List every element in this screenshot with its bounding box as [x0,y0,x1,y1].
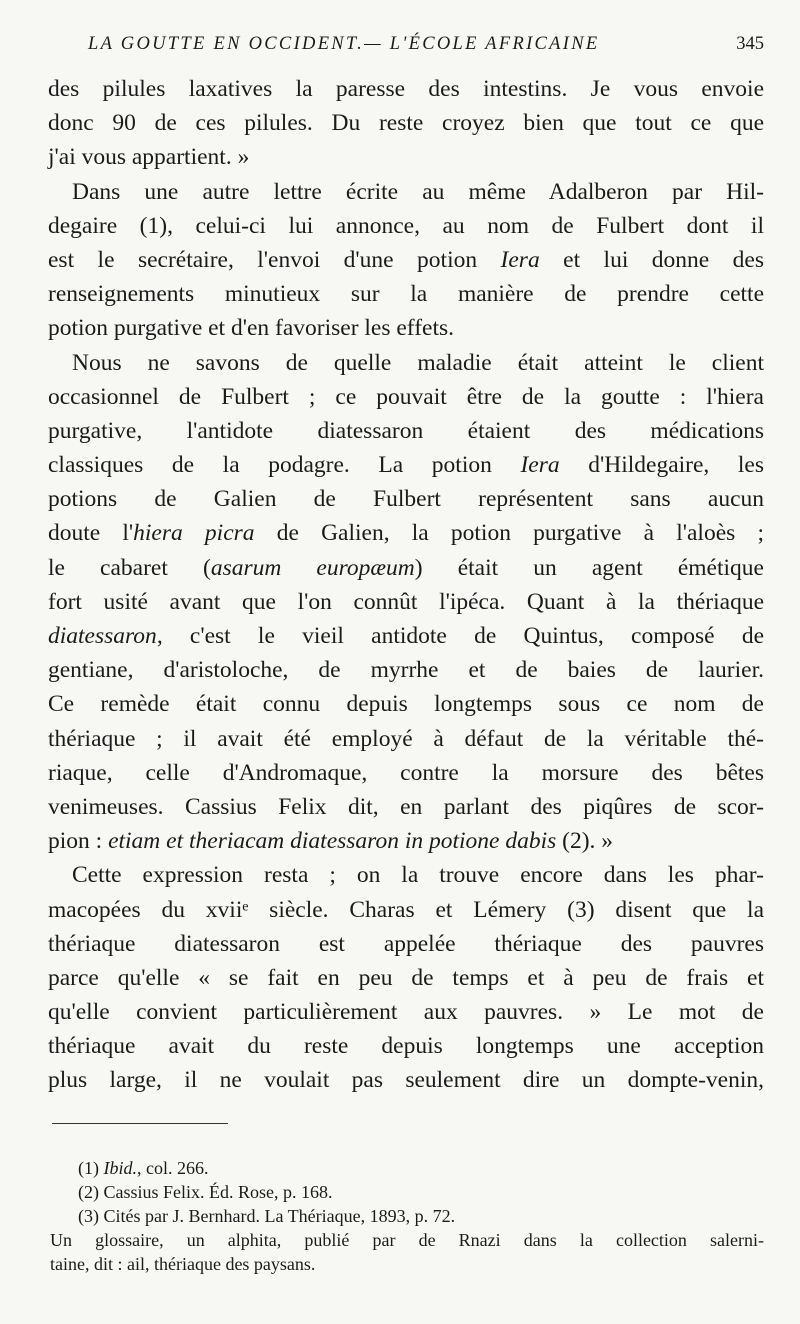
text-run: est le secrétaire, l'envoi d'une potion [48,246,501,273]
italic-term: asarum europæum [210,554,415,581]
text-line [48,551,764,585]
text-line: degaire (1), celui-ci lui annonce, au nom de Fulbert dont il [48,212,764,239]
text-line: fort usité avant que l'on connût l'ipéca. Quant à la thériaque [48,588,764,615]
text-line [48,516,764,550]
text-line [48,824,764,858]
footnote-note-line: Un glossaire, un alphita, publié par de Rnazi dans la collection salerni- [50,1230,764,1250]
text-line: Dans une autre lettre écrite au même Adalberon par Hil- [72,178,764,205]
text-line: des pilules laxatives la paresse des intestins. Je vous envoie [48,76,764,102]
text-line: riaque, celle d'Andromaque, contre la morsure des bêtes [48,759,764,786]
text-line [48,243,764,277]
text-line: Ce remède était connu depuis longtemps sous ce nom de [48,691,764,718]
footnote-note-line: taine, dit : ail, thériaque des paysans. [50,1254,316,1274]
text-line: parce qu'elle « se fait en peu de temps et à peu de frais et [48,964,764,991]
text-run: le cabaret ( [48,554,211,581]
text-line: potion purgative et d'en favoriser les effets. [48,315,455,342]
text-line: plus large, il ne voulait pas seulement dire un dompte-venin, [48,1067,764,1094]
footnote-1 [78,1156,764,1180]
text-run: de Galien, la potion purgative à l'aloès ; [254,520,764,547]
text-line [48,448,764,482]
text-line: Cette expression resta ; on la trouve encore dans les phar- [72,862,764,889]
text-run: classiques de la podagre. La potion [48,452,521,479]
text-line: Nous ne savons de quelle maladie était atteint le client [72,349,764,376]
footnote-2: (2) Cassius Felix. Éd. Rose, p. 168. [78,1182,333,1202]
footnotes [50,1156,764,1276]
text-run: et lui donne des [539,246,764,273]
text-line: occasionnel de Fulbert ; ce pouvait être de la goutte : l'hiera [48,383,764,410]
text-run: , c'est le vieil antidote de Quintus, composé de [156,623,764,649]
italic-term: diatessaron [48,623,157,649]
footnote-number: (1) [78,1158,104,1178]
text-line: thériaque avait du reste depuis longtemps une acception [48,1033,764,1060]
page-number: 345 [736,34,764,54]
text-line: purgative, l'antidote diatessaron étaient des médications [48,417,764,444]
footnote-divider [52,1123,228,1124]
footnote-3: (3) Cités par J. Bernhard. La Thériaque, 1893, p. 72. [78,1206,456,1226]
text-line: qu'elle convient particulièrement aux pauvres. » Le mot de [48,999,764,1026]
italic-term: hiera picra [133,520,255,547]
main-text [48,72,764,1098]
italic-quote: etiam et theriacam diatessaron in potione dabis [108,828,557,855]
text-line: macopées du xviiᵉ siècle. Charas et Lémery (3) disent que la [48,896,764,923]
text-line: donc 90 de ces pilules. Du reste croyez bien que tout ce que [48,110,764,137]
text-line: venimeuses. Cassius Felix dit, en parlant des piqûres de scor- [48,793,764,820]
text-run: (2). » [556,828,614,855]
page-header [88,34,764,62]
italic-term: Iera [500,246,540,273]
text-line: thériaque diatessaron est appelée thériaque des pauvres [48,930,764,957]
footnote-text: , col. 266. [137,1158,209,1178]
text-line: potions de Galien de Fulbert représentent sans aucun [48,486,764,513]
text-run: ) était un agent émétique [414,554,764,581]
text-line [48,619,764,653]
running-title: LA GOUTTE EN OCCIDENT.— L'ÉCOLE AFRICAINE [88,34,600,54]
text-run: d'Hildegaire, les [559,452,764,479]
footnote-italic: Ibid. [103,1158,137,1178]
text-line: gentiane, d'aristoloche, de myrrhe et de baies de laurier. [48,657,764,684]
text-line: renseignements minutieux sur la manière de prendre cette [48,281,764,308]
italic-term: Iera [520,452,560,479]
text-run: pion : [48,828,109,855]
text-run: doute l' [48,520,134,547]
text-line: thériaque ; il avait été employé à défaut de la véritable thé- [48,725,764,752]
text-line: j'ai vous appartient. » [48,144,250,171]
